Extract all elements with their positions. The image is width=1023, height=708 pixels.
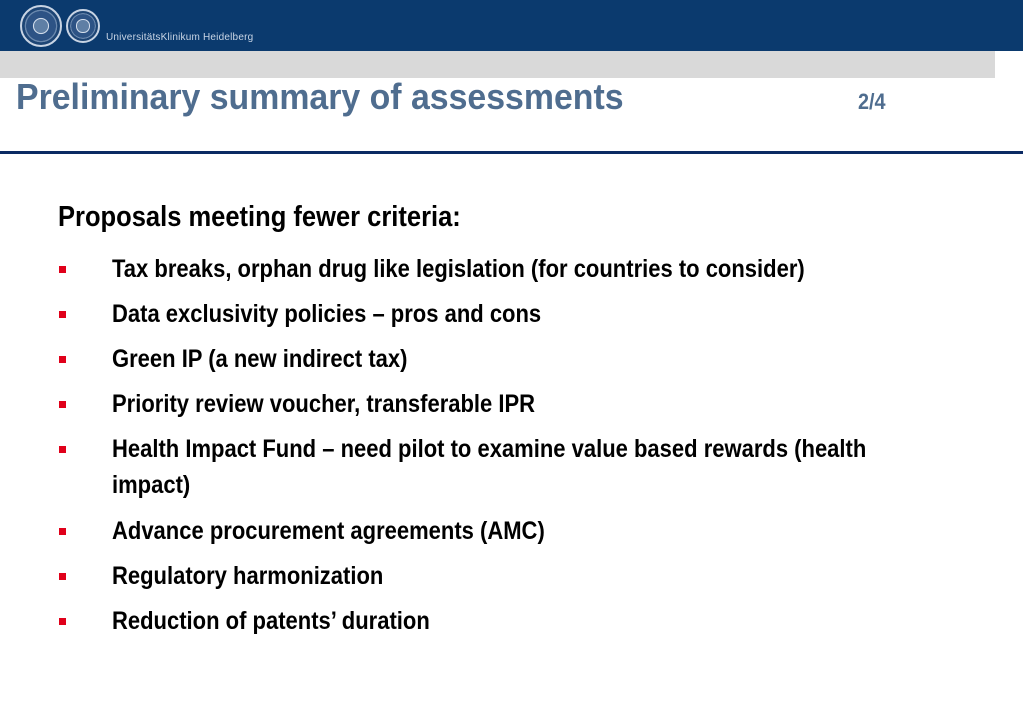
list-item — [58, 431, 958, 503]
bullet-icon — [59, 573, 66, 580]
section-heading: Proposals meeting fewer criteria: — [58, 201, 461, 233]
list-item-text: Green IP (a new indirect tax) — [112, 345, 408, 373]
header-bar — [0, 0, 1023, 51]
list-item — [58, 296, 958, 332]
list-item-text: Regulatory harmonization — [112, 562, 384, 590]
bullet-icon — [59, 356, 66, 363]
list-item — [58, 603, 958, 639]
bullet-icon — [59, 528, 66, 535]
slide-page-number: 2/4 — [858, 89, 886, 114]
proposal-list — [58, 251, 958, 648]
list-item — [58, 386, 958, 422]
list-item-text: Reduction of patents’ duration — [112, 607, 430, 635]
secondary-seal-inner — [76, 19, 89, 32]
list-item-text: Health Impact Fund – need pilot to examine value based rewards (health impact) — [112, 435, 867, 499]
slide-title: Preliminary summary of assessments — [16, 76, 624, 117]
list-item-text: Data exclusivity policies – pros and cons — [112, 300, 542, 328]
title-band — [0, 51, 995, 78]
list-item-text: Priority review voucher, transferable IPR — [112, 390, 536, 418]
bullet-icon — [59, 446, 66, 453]
list-item — [58, 251, 958, 287]
bullet-icon — [59, 266, 66, 273]
bullet-icon — [59, 401, 66, 408]
list-item — [58, 558, 958, 594]
bullet-icon — [59, 618, 66, 625]
list-item — [58, 513, 958, 549]
list-item-text: Advance procurement agreements (AMC) — [112, 517, 545, 545]
university-seal-inner — [33, 18, 50, 35]
title-divider — [0, 151, 1023, 154]
list-item-text: Tax breaks, orphan drug like legislation (for countries to consider) — [112, 255, 805, 283]
university-seal-icon — [20, 5, 62, 47]
secondary-seal-icon — [66, 9, 100, 43]
list-item — [58, 341, 958, 377]
bullet-icon — [59, 311, 66, 318]
brand-text: UniversitätsKlinikum Heidelberg — [106, 32, 254, 43]
